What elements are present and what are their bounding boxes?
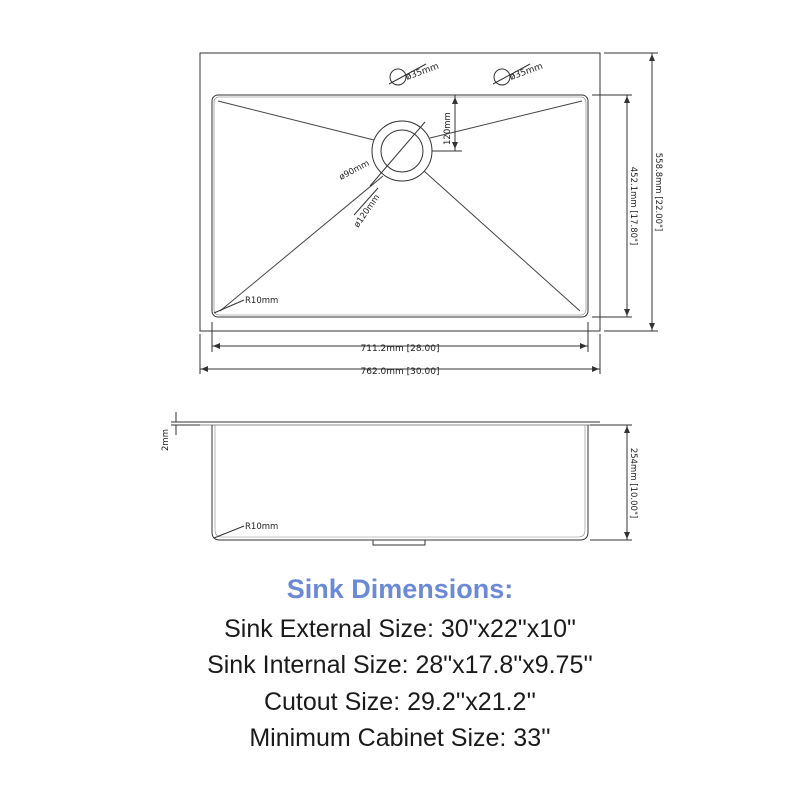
internal-depth-label: 452.1mm [17.80"] bbox=[628, 166, 638, 246]
spec-cabinet-size: Minimum Cabinet Size: 33'' bbox=[249, 724, 551, 752]
drain-outer-label: ø120mm bbox=[352, 192, 383, 230]
hole-right-label: ø35mm bbox=[508, 61, 545, 83]
side-corner-radius-label: R10mm bbox=[245, 522, 279, 532]
slope-line bbox=[220, 176, 383, 311]
specs-title: Sink Dimensions: bbox=[286, 574, 514, 604]
spec-internal-size: Sink Internal Size: 28"x17.8"x9.75'' bbox=[207, 651, 593, 679]
slope-line bbox=[424, 171, 580, 311]
external-depth-label: 558.8mm [22.00"] bbox=[653, 152, 663, 232]
side-drain bbox=[373, 540, 425, 545]
spec-external-size: Sink External Size: 30"x22"x10" bbox=[224, 615, 576, 643]
external-width-label: 762.0mm [30.00] bbox=[360, 367, 440, 377]
height-label: 254mm [10.00"] bbox=[628, 447, 638, 519]
slope-line bbox=[218, 101, 374, 140]
thickness-label: 2mm bbox=[161, 429, 171, 451]
internal-width-label: 711.2mm [28.00] bbox=[360, 344, 440, 354]
spec-cutout-size: Cutout Size: 29.2''x21.2'' bbox=[263, 688, 537, 716]
sink-basin-outline bbox=[212, 95, 588, 317]
drain-offset-label: 120mm bbox=[443, 112, 453, 145]
corner-radius-label: R10mm bbox=[245, 296, 279, 306]
drain-inner-label: ø90mm bbox=[337, 158, 372, 183]
hole-left-label: ø35mm bbox=[404, 61, 441, 83]
